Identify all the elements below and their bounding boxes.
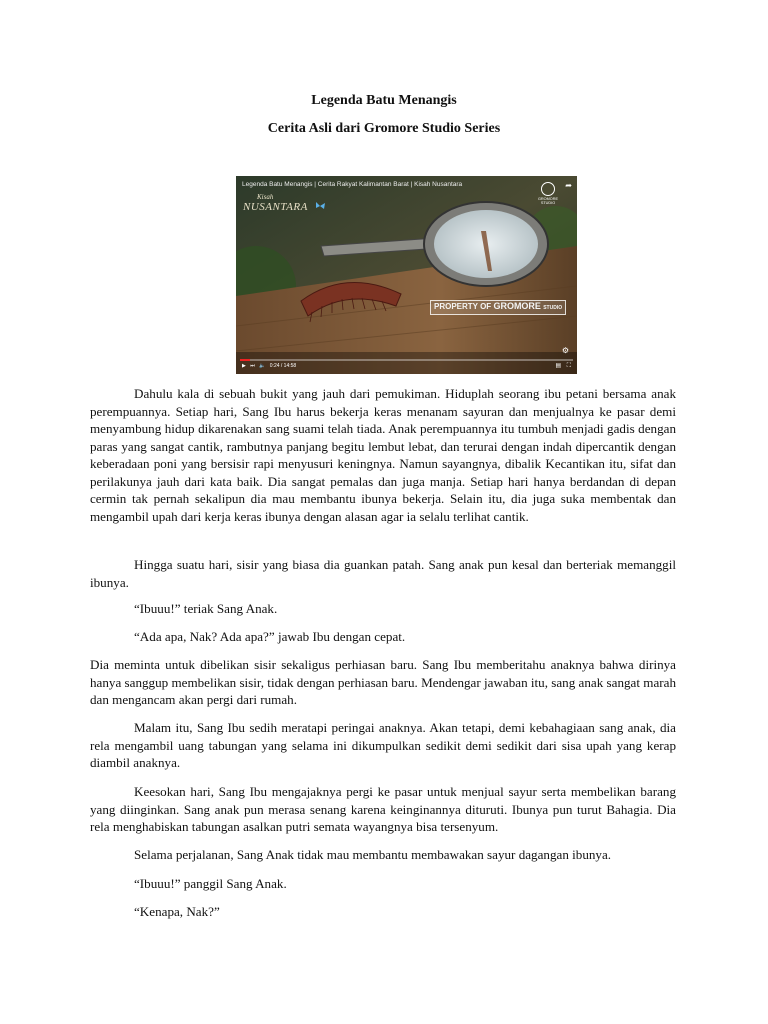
document-subtitle: Cerita Asli dari Gromore Studio Series — [267, 121, 501, 136]
video-thumbnail[interactable] — [236, 176, 577, 374]
paragraph-6: Selama perjalanan, Sang Anak tidak mau membantu membawakan sayur dagangan ibunya. — [134, 847, 612, 862]
progress-bar[interactable] — [240, 359, 573, 361]
play-icon[interactable]: ▶ — [242, 363, 246, 369]
player-controls — [242, 363, 299, 369]
paragraph-1: Dahulu kala di sebuah bukit yang jauh dari pemukiman. Hiduplah seorang ibu petani bersama anak perempuannya. Setiap hari, Sang Ibu harus bekerja keras menanam sayuran dan menjualnya ke pasar demi menyambung hidup dikarenakan sang suami telah tiada. Anak perempuannya itu tumbuh menjadi gadis dengan paras yang sangat cantik, rambutnya panjang begitu lembut lebat, dan terurai dengan indah dipercantik dengan keberadaan poni yang bersisir rapi menyusuri keningnya. Namun sayangnya, dibalik Kecantikan itu, sifat dan perilakunya jauh dari kata baik. Dia sangat pemalas dan juga manja. Setiap hari hanya berdandan di depan cermin tak pernah sekalipun dia mau membantu ibunya bekerja. Selain itu, dia juga suka membentak dan mengambil upah dari kerja keras ibunya dengan alasan agar ia selalu terlihat cantik. — [90, 386, 676, 524]
dialogue-4: “Kenapa, Nak?” — [134, 904, 220, 919]
time-display: 0:24 / 14:58 — [269, 363, 297, 369]
subtitles-icon[interactable]: ▤ — [555, 363, 562, 369]
logo-line2: NUSANTARA — [243, 201, 308, 213]
watermark-sub: STUDIO — [543, 305, 563, 311]
video-title: Legenda Batu Menangis | Cerita Rakyat Kalimantan Barat | Kisah Nusantara — [242, 181, 463, 188]
channel-logo — [243, 193, 308, 213]
dialogue-2: “Ada apa, Nak? Ada apa?” jawab Ibu dengan cepat. — [134, 629, 406, 644]
badge-text: GROMORE STUDIO — [537, 197, 559, 205]
share-icon[interactable]: ➦ — [565, 181, 572, 190]
watermark-brand: GROMORE — [493, 301, 541, 311]
settings-icon[interactable]: ⚙ — [561, 346, 569, 355]
paragraph-5: Keesokan hari, Sang Ibu mengajaknya pergi ke pasar untuk menjual sayur serta membelikan barang yang diinginkan. Sang anak pun merasa senang karena keinginannya dituruti. Ibunya pun turut Bahagia. Dia rela menghabiskan tabungan asalkan putri semata wayangnya bisa tersenyum. — [90, 784, 676, 834]
watermark — [430, 300, 566, 315]
volume-icon[interactable]: 🔈 — [259, 363, 266, 369]
watermark-prefix: PROPERTY OF — [434, 302, 492, 311]
document-title: Legenda Batu Menangis — [311, 93, 457, 108]
studio-logo-icon — [541, 182, 555, 196]
dialogue-1: “Ibuuu!” teriak Sang Anak. — [134, 601, 278, 616]
paragraph-4: Malam itu, Sang Ibu sedih meratapi peringai anaknya. Akan tetapi, demi kebahagiaan sang anak, dia rela mengambil uang tabungan yang selama ini dikumpulkan sedikit demi sedikit dari sisa upah yang kerap diambil anaknya. — [90, 720, 676, 770]
paragraph-3: Dia meminta untuk dibelikan sisir sekaligus perhiasan baru. Sang Ibu memberitahu anaknya bahwa dirinya hanya sanggup membelikan sisir, tidak dengan perhiasan baru. Mendengar jawaban itu, sang anak sangat marah dan mengancam akan pergi dari rumah. — [90, 657, 676, 707]
logo-line1: Kisah — [257, 193, 274, 201]
fullscreen-icon[interactable]: ⛶ — [566, 363, 571, 369]
paragraph-2: Hingga suatu hari, sisir yang biasa dia guankan patah. Sang anak pun kesal dan berteriak memanggil ibunya. — [90, 557, 676, 590]
studio-badge — [537, 182, 559, 205]
dialogue-3: “Ibuuu!” panggil Sang Anak. — [134, 876, 287, 891]
player-right-controls — [551, 362, 571, 370]
progress-fill — [240, 359, 250, 361]
next-icon[interactable]: ⏭ — [250, 363, 255, 369]
